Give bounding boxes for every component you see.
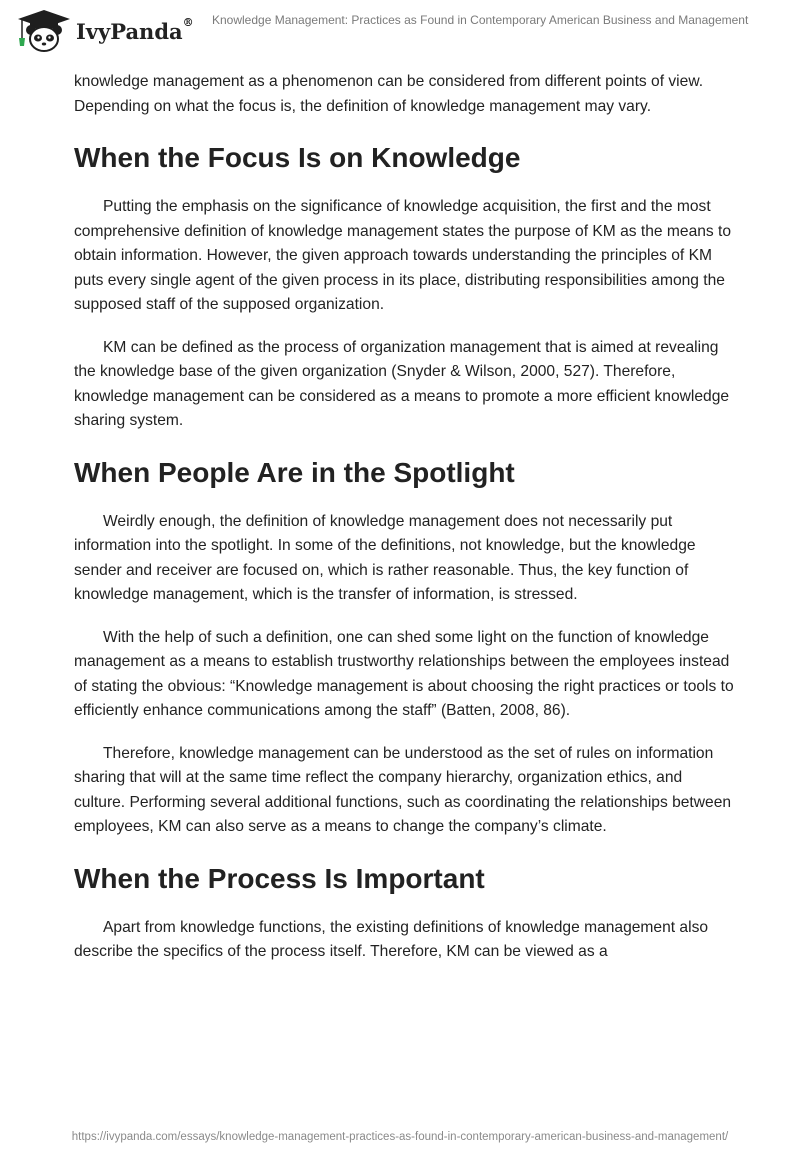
paragraph: Therefore, knowledge management can be understood as the set of rules on information sharing that will at the same time reflect the company hierarchy, organization ethics, and culture. Performing several additional functions, such as coordinating the relationships between employees, KM can also serve as a means to change the company’s climate. (74, 744, 732, 835)
registered-mark: ® (182, 16, 194, 29)
section-heading-people-spotlight: When People Are in the Spotlight (74, 456, 515, 488)
document-title: Knowledge Management: Practices as Found in Contemporary American Business and Management (212, 13, 749, 27)
panda-graduate-icon (14, 8, 74, 54)
article-body (74, 70, 734, 983)
brand-logo[interactable] (14, 8, 204, 54)
brand-name: IvyPanda® (76, 16, 194, 44)
section-heading-focus-knowledge: When the Focus Is on Knowledge (74, 142, 521, 173)
intro-paragraph: knowledge management as a phenomenon can be considered from different points of view. Depending on what the focus is, the definition of knowledge management may vary. (74, 73, 704, 115)
paragraph: Putting the emphasis on the significance of knowledge acquisition, the first and the most comprehensive definition of knowledge management states the purpose of KM as the means to obtain information. However, the given approach towards understanding the principles of KM puts every single agent of the given process in its place, distributing responsibilities among the supposed staff of the supposed organization. (74, 198, 732, 313)
page-header (0, 0, 800, 62)
source-url[interactable]: https://ivypanda.com/essays/knowledge-management-practices-as-found-in-contemporary-american-business-and-management/ (71, 1131, 729, 1143)
paragraph: Apart from knowledge functions, the existing definitions of knowledge management also describe the specifics of the process itself. Therefore, KM can be viewed as a (74, 918, 709, 960)
paragraph: KM can be defined as the process of organization management that is aimed at revealing the knowledge base of the given organization (Snyder & Wilson, 2000, 527). Therefore, knowledge management can be considered as a means to promote a more efficient knowledge sharing system. (74, 338, 730, 429)
section-heading-process-important: When the Process Is Important (74, 862, 485, 894)
paragraph: Weirdly enough, the definition of knowledge management does not necessarily put information into the spotlight. In some of the definitions, not knowledge, but the knowledge sender and receiver are focused on, which is rather reasonable. Thus, the key function of knowledge management, which is the transfer of information, is stressed. (74, 512, 696, 603)
paragraph: With the help of such a definition, one can shed some light on the function of knowledge management as a means to establish trustworthy relationships between the employees instead of stating the obvious: “Knowledge management is about choosing the right practices or tools to efficiently enhance communications among the staff” (Batten, 2008, 86). (74, 628, 734, 719)
